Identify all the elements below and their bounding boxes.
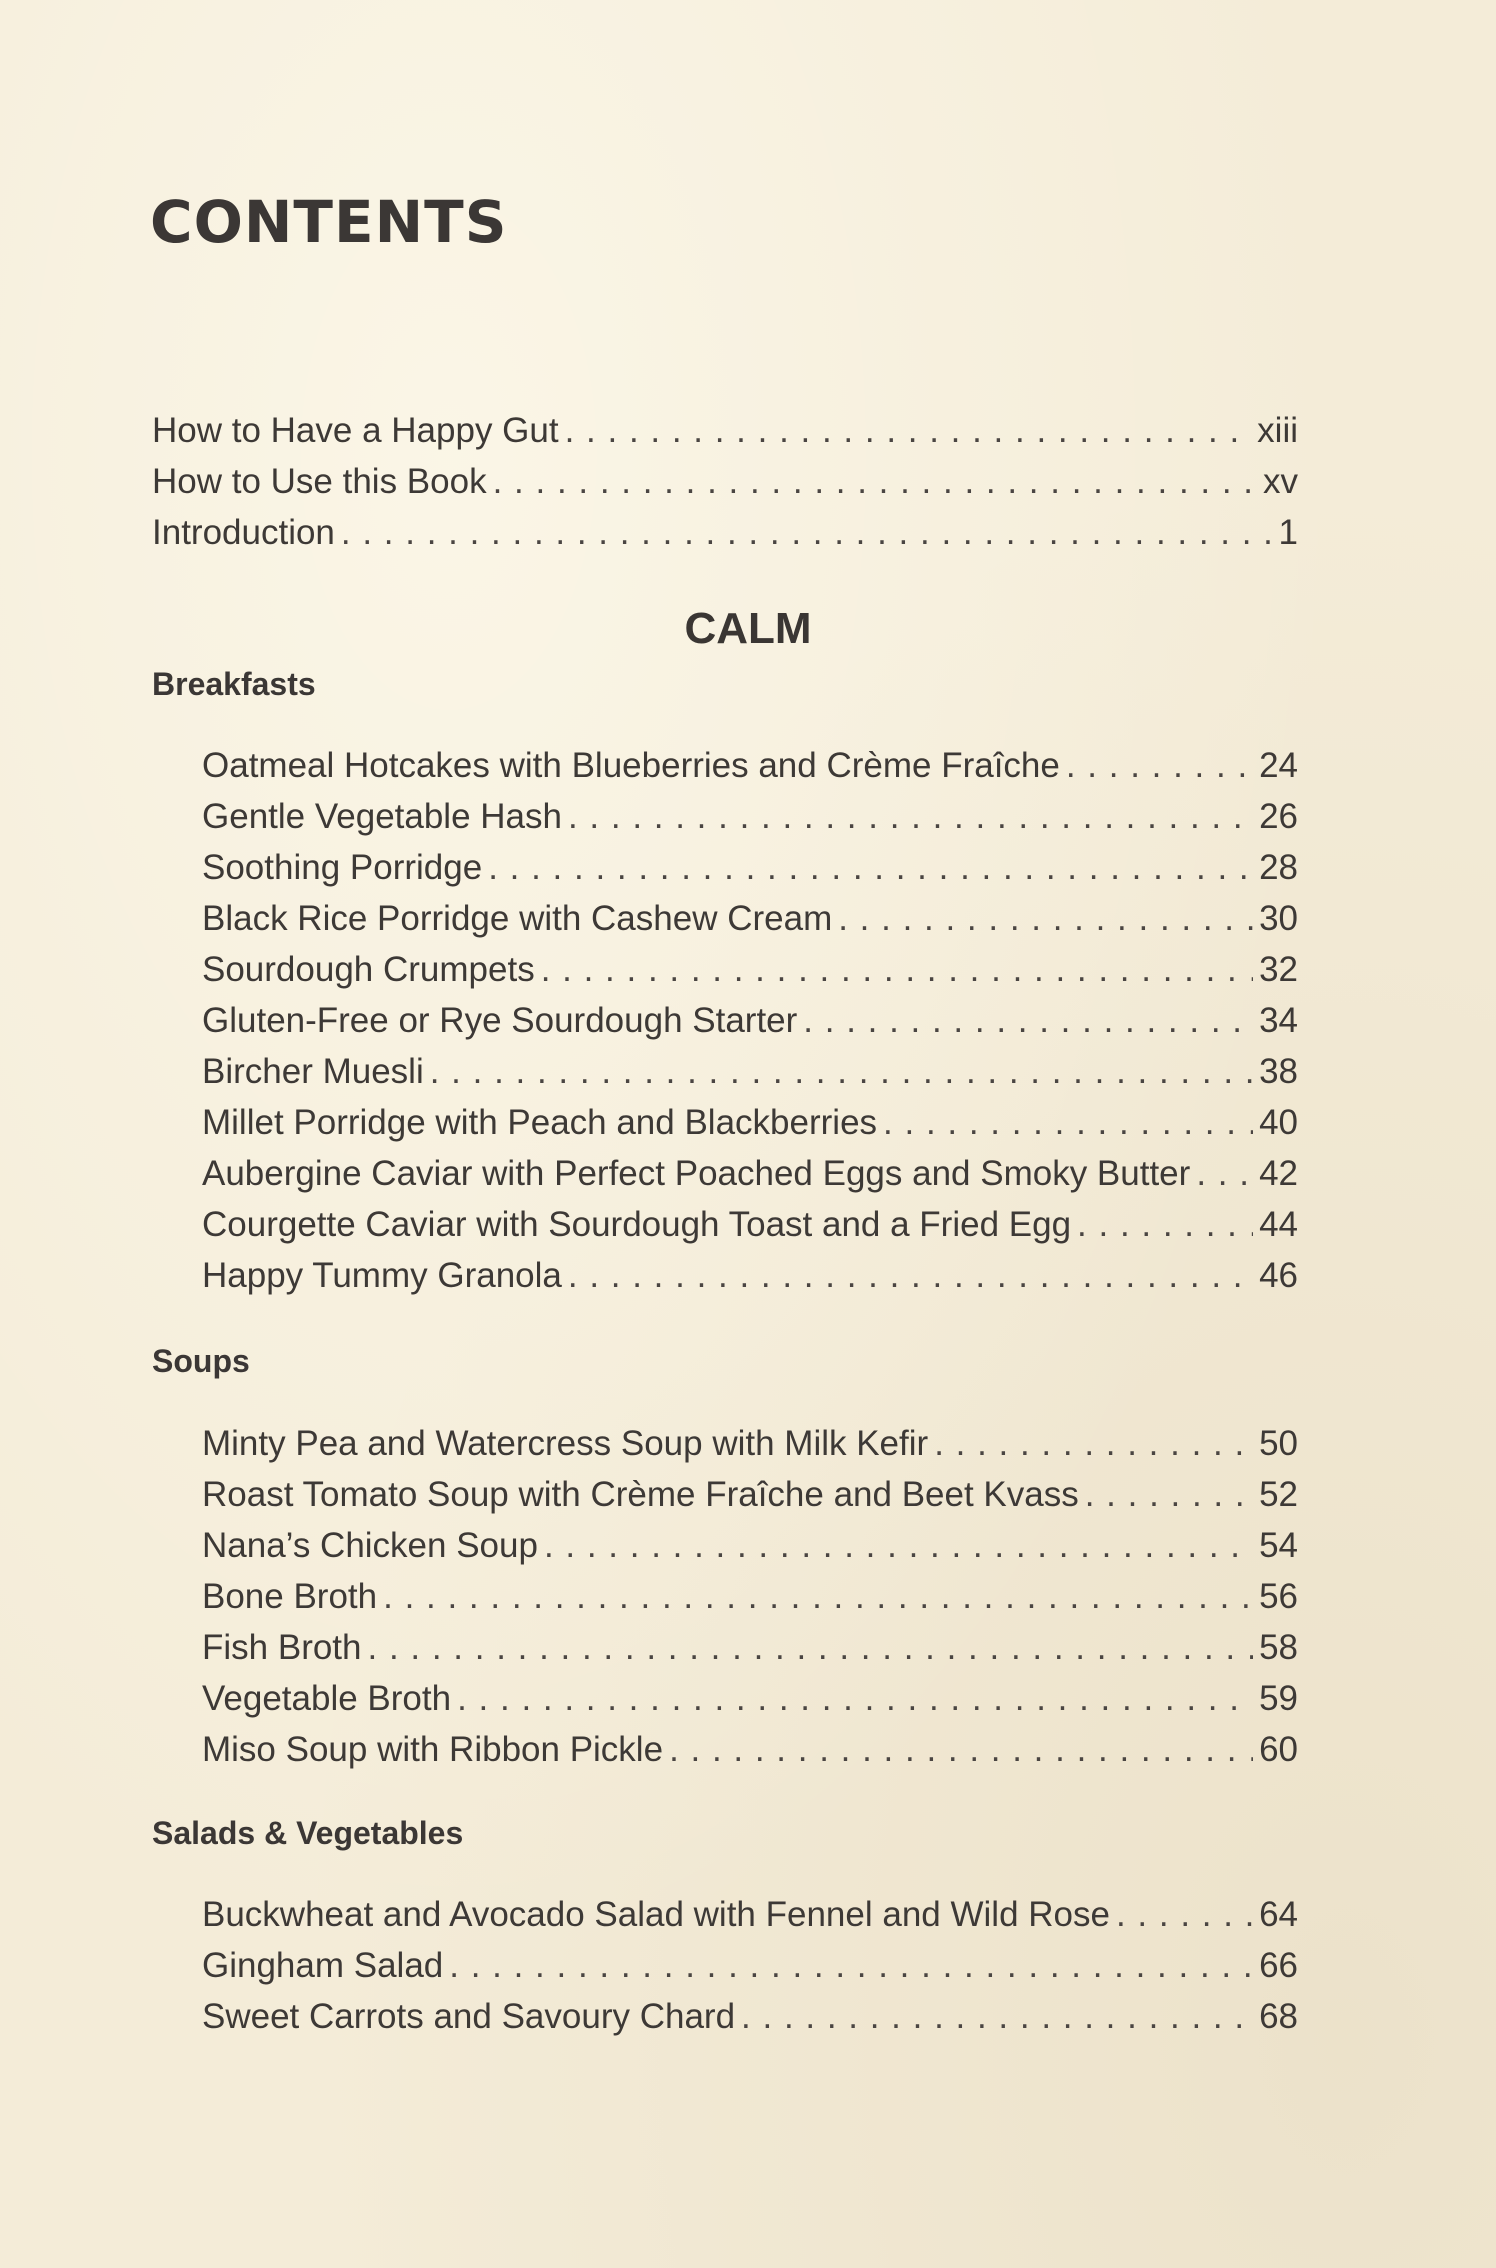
toc-entry[interactable] xyxy=(202,893,1298,944)
toc-entry-page: 28 xyxy=(1259,848,1298,887)
toc-entry-page: 30 xyxy=(1259,899,1298,938)
toc-entry-title: Gingham Salad xyxy=(202,1946,444,1985)
toc-entry-title: Happy Tummy Granola xyxy=(202,1256,562,1295)
toc-entry-page: 40 xyxy=(1259,1103,1298,1142)
salads-vegetables-list xyxy=(202,1889,1298,2042)
toc-entry-page: 1 xyxy=(1278,513,1298,552)
dot-leader xyxy=(368,1622,1254,1673)
toc-entry-page: 56 xyxy=(1259,1577,1298,1616)
toc-entry-title: Vegetable Broth xyxy=(202,1679,452,1718)
dot-leader xyxy=(1196,1148,1253,1199)
dot-leader xyxy=(1116,1889,1253,1940)
dot-leader xyxy=(541,944,1253,995)
breakfasts-list xyxy=(202,740,1298,1301)
dot-leader xyxy=(383,1571,1253,1622)
toc-entry-title: Bircher Muesli xyxy=(202,1052,424,1091)
toc-entry[interactable] xyxy=(202,1622,1298,1673)
dot-leader xyxy=(803,995,1253,1046)
toc-entry-title: Nana’s Chicken Soup xyxy=(202,1526,538,1565)
toc-entry-page: 50 xyxy=(1259,1424,1298,1463)
toc-entry[interactable] xyxy=(202,791,1298,842)
dot-leader xyxy=(457,1673,1253,1724)
toc-entry-title: Sourdough Crumpets xyxy=(202,950,535,989)
toc-entry-page: 58 xyxy=(1259,1628,1298,1667)
toc-entry-title: Sweet Carrots and Savoury Chard xyxy=(202,1997,736,2036)
toc-entry-title: Gentle Vegetable Hash xyxy=(202,797,562,836)
dot-leader xyxy=(741,1991,1253,2042)
toc-entry-page: 34 xyxy=(1259,1001,1298,1040)
toc-entry-page: 42 xyxy=(1259,1154,1298,1193)
toc-entry-title: Oatmeal Hotcakes with Blueberries and Crème Fraîche xyxy=(202,746,1060,785)
dot-leader xyxy=(565,405,1252,456)
toc-entry-title: Minty Pea and Watercress Soup with Milk Kefir xyxy=(202,1424,929,1463)
toc-entry[interactable] xyxy=(202,1199,1298,1250)
toc-entry-page: 52 xyxy=(1259,1475,1298,1514)
dot-leader xyxy=(493,456,1257,507)
toc-entry[interactable] xyxy=(202,1250,1298,1301)
dot-leader xyxy=(544,1520,1253,1571)
toc-entry-how-to-use-this-book[interactable] xyxy=(152,456,1298,507)
toc-entry-title: Fish Broth xyxy=(202,1628,362,1667)
toc-entry-title: Introduction xyxy=(152,513,335,552)
toc-entry[interactable] xyxy=(202,1418,1298,1469)
toc-entry[interactable] xyxy=(202,1940,1298,1991)
soups-list xyxy=(202,1418,1298,1775)
dot-leader xyxy=(341,507,1273,558)
toc-entry-title: Black Rice Porridge with Cashew Cream xyxy=(202,899,833,938)
toc-entry-title: Courgette Caviar with Sourdough Toast and a Fried Egg xyxy=(202,1205,1072,1244)
section-heading-salads-vegetables: Salads & Vegetables xyxy=(152,1815,464,1851)
toc-entry-page: 26 xyxy=(1259,797,1298,836)
toc-entry-introduction[interactable] xyxy=(152,507,1298,558)
front-matter-list xyxy=(152,405,1298,558)
toc-entry[interactable] xyxy=(202,1469,1298,1520)
toc-entry-title: How to Have a Happy Gut xyxy=(152,411,559,450)
toc-entry-page: 66 xyxy=(1259,1946,1298,1985)
dot-leader xyxy=(488,842,1253,893)
toc-entry-title: Millet Porridge with Peach and Blackberries xyxy=(202,1103,878,1142)
toc-entry[interactable] xyxy=(202,842,1298,893)
toc-entry[interactable] xyxy=(202,1148,1298,1199)
dot-leader xyxy=(883,1097,1253,1148)
toc-entry-title: Soothing Porridge xyxy=(202,848,483,887)
toc-entry-page: 60 xyxy=(1259,1730,1298,1769)
section-heading-soups: Soups xyxy=(152,1343,250,1379)
toc-entry[interactable] xyxy=(202,1673,1298,1724)
section-heading-breakfasts: Breakfasts xyxy=(152,666,316,702)
dot-leader xyxy=(1085,1469,1253,1520)
toc-entry-page: 59 xyxy=(1259,1679,1298,1718)
contents-heading: CONTENTS xyxy=(150,188,508,256)
part-title: CALM xyxy=(684,604,812,653)
toc-entry-title: Buckwheat and Avocado Salad with Fennel and Wild Rose xyxy=(202,1895,1110,1934)
toc-entry-title: How to Use this Book xyxy=(152,462,487,501)
dot-leader xyxy=(1066,740,1253,791)
toc-entry[interactable] xyxy=(202,944,1298,995)
toc-entry-page: 68 xyxy=(1259,1997,1298,2036)
toc-entry-page: 38 xyxy=(1259,1052,1298,1091)
toc-entry[interactable] xyxy=(202,740,1298,791)
toc-entry-title: Gluten-Free or Rye Sourdough Starter xyxy=(202,1001,798,1040)
toc-entry[interactable] xyxy=(202,1724,1298,1775)
dot-leader xyxy=(934,1418,1253,1469)
toc-entry[interactable] xyxy=(202,1991,1298,2042)
toc-entry-page: 32 xyxy=(1259,950,1298,989)
toc-entry[interactable] xyxy=(202,1097,1298,1148)
toc-entry[interactable] xyxy=(202,995,1298,1046)
toc-entry[interactable] xyxy=(202,1520,1298,1571)
toc-entry-page: 64 xyxy=(1259,1895,1298,1934)
dot-leader xyxy=(669,1724,1253,1775)
toc-entry[interactable] xyxy=(202,1571,1298,1622)
dot-leader xyxy=(568,1250,1253,1301)
toc-entry-title: Miso Soup with Ribbon Pickle xyxy=(202,1730,664,1769)
toc-entry-page: 44 xyxy=(1259,1205,1298,1244)
toc-entry[interactable] xyxy=(202,1046,1298,1097)
toc-entry-page: 54 xyxy=(1259,1526,1298,1565)
dot-leader xyxy=(1077,1199,1253,1250)
toc-entry-page: xiii xyxy=(1257,411,1298,450)
toc-entry-page: 24 xyxy=(1259,746,1298,785)
dot-leader xyxy=(568,791,1253,842)
toc-entry[interactable] xyxy=(202,1889,1298,1940)
toc-entry-title: Bone Broth xyxy=(202,1577,378,1616)
toc-entry-title: Aubergine Caviar with Perfect Poached Eggs and Smoky Butter xyxy=(202,1154,1191,1193)
dot-leader xyxy=(838,893,1253,944)
toc-entry-page: 46 xyxy=(1259,1256,1298,1295)
toc-entry-title: Roast Tomato Soup with Crème Fraîche and Beet Kvass xyxy=(202,1475,1079,1514)
toc-entry-page: xv xyxy=(1263,462,1298,501)
dot-leader xyxy=(430,1046,1253,1097)
dot-leader xyxy=(449,1940,1253,1991)
toc-entry-how-to-have-a-happy-gut[interactable] xyxy=(152,405,1298,456)
